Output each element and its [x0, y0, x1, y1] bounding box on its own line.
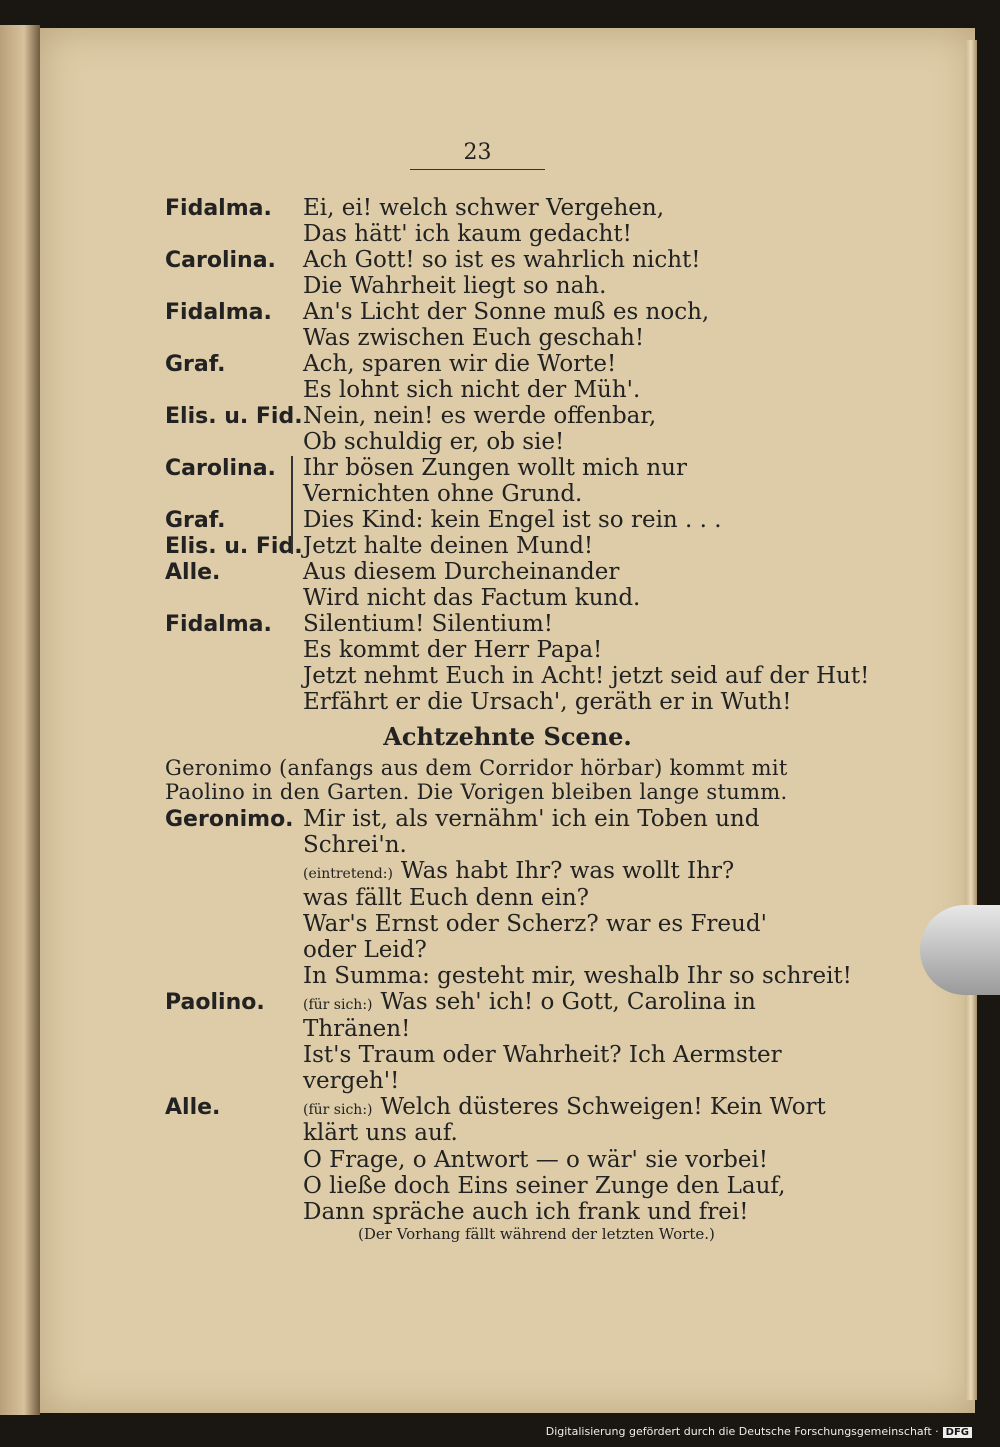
verse-line	[303, 1068, 399, 1094]
verse-text: In Summa: gesteht mir, weshalb Ihr so schreit!	[303, 963, 852, 990]
speaker-name: Alle.	[165, 1095, 221, 1121]
verse-text: Ach Gott! so ist es wahrlich nicht!	[303, 247, 701, 273]
verse-line	[303, 637, 602, 663]
verse-text: Erfährt er die Ursach', geräth er in Wuth!	[303, 689, 792, 715]
speaker-name: Fidalma.	[165, 612, 272, 637]
verse-line	[303, 273, 606, 299]
verse-line	[303, 858, 734, 884]
verse-text: Nein, nein! es werde offenbar,	[303, 403, 657, 429]
verse-line	[303, 247, 701, 273]
page-number: 23	[463, 140, 492, 165]
verse-text: was fällt Euch denn ein?	[303, 884, 589, 911]
verse-text: Was seh' ich! o Gott, Carolina in	[380, 989, 756, 1016]
verse-line	[303, 1173, 785, 1199]
footer-text: Digitalisierung gefördert durch die Deutsche Forschungsgemeinschaft ·	[545, 1425, 939, 1438]
verse-text: Was habt Ihr? was wollt Ihr?	[400, 858, 735, 885]
scene-description-line: Paolino in den Garten. Die Vorigen bleiben lange stumm.	[165, 780, 788, 804]
speaker-name: Graf.	[165, 508, 226, 533]
verse-line	[303, 507, 722, 533]
verse-text: Ei, ei! welch schwer Vergehen,	[303, 195, 665, 221]
verse-line	[303, 963, 852, 989]
verse-text: Jetzt nehmt Euch in Acht! jetzt seid auf der Hut!	[303, 663, 870, 689]
verse-line	[303, 885, 589, 911]
speaker-name: Geronimo.	[165, 807, 294, 832]
verse-line	[303, 1147, 768, 1173]
verse-line	[303, 1042, 782, 1068]
scene-description-line: Geronimo (anfangs aus dem Corridor hörbar) kommt mit	[165, 756, 788, 780]
page-stack-edge	[965, 40, 977, 1400]
verse-text: oder Leid?	[303, 937, 427, 963]
verse-text: Die Wahrheit liegt so nah.	[303, 273, 607, 299]
verse-text: Ihr bösen Zungen wollt mich nur	[303, 455, 687, 481]
verse-text: Thränen!	[303, 1015, 411, 1042]
verse-line	[303, 806, 759, 832]
verse-text: Was zwischen Euch geschah!	[303, 325, 645, 351]
verse-line	[303, 351, 616, 377]
verse-line	[303, 585, 640, 611]
verse-text: Welch düsteres Schweigen! Kein Wort	[380, 1094, 826, 1121]
stage-direction: (für sich:)	[303, 1102, 373, 1119]
speaker-name: Carolina.	[165, 456, 276, 481]
verse-line	[303, 1199, 749, 1225]
verse-line	[303, 559, 619, 585]
verse-text: Dies Kind: kein Engel ist so rein . . .	[303, 507, 722, 533]
verse-line	[303, 911, 767, 937]
verse-text: O ließe doch Eins seiner Zunge den Lauf,	[303, 1172, 786, 1199]
verse-line	[303, 325, 644, 351]
brace-line	[291, 456, 293, 554]
verse-text: Das hätt' ich kaum gedacht!	[303, 221, 632, 247]
verse-line	[303, 299, 709, 325]
header-rule	[410, 169, 545, 170]
speaker-name: Elis. u. Fid.	[165, 534, 303, 559]
verse-line	[303, 1016, 410, 1042]
left-page-edge	[0, 25, 40, 1415]
verse-line	[303, 689, 791, 715]
dfg-logo-icon: DFG	[943, 1427, 972, 1438]
verse-line	[303, 455, 687, 481]
verse-text: Mir ist, als vernähm' ich ein Toben und	[303, 806, 760, 832]
verse-text: Aus diesem Durcheinander	[303, 559, 620, 585]
verse-line	[303, 832, 407, 858]
verse-text: Ach, sparen wir die Worte!	[303, 351, 617, 377]
verse-text: vergeh'!	[303, 1068, 400, 1094]
closing-stage-direction: (Der Vorhang fällt während der letzten Worte.)	[358, 1225, 715, 1243]
verse-text: Ob schuldig er, ob sie!	[303, 429, 565, 455]
scene-title: Achtzehnte Scene.	[383, 722, 632, 751]
verse-text: Silentium! Silentium!	[303, 611, 554, 637]
verse-line	[303, 533, 593, 559]
verse-line	[303, 377, 640, 403]
stage-direction: (für sich:)	[303, 997, 373, 1014]
verse-text: Es kommt der Herr Papa!	[303, 637, 603, 663]
speaker-name: Fidalma.	[165, 300, 272, 325]
verse-line	[303, 663, 869, 689]
verse-text: War's Ernst oder Scherz? war es Freud'	[303, 910, 767, 937]
speaker-name: Carolina.	[165, 248, 276, 273]
funding-footer	[546, 1425, 972, 1438]
verse-line	[303, 1094, 826, 1120]
verse-line	[303, 403, 656, 429]
verse-line	[303, 429, 564, 455]
verse-line	[303, 1120, 458, 1146]
verse-text: An's Licht der Sonne muß es noch,	[303, 299, 710, 325]
verse-text: Schrei'n.	[303, 832, 407, 859]
speaker-name: Elis. u. Fid.	[165, 404, 303, 429]
speaker-name: Graf.	[165, 352, 226, 377]
page-clip-tab	[920, 905, 1000, 995]
verse-text: Dann spräche auch ich frank und frei!	[303, 1199, 749, 1225]
speaker-name: Paolino.	[165, 990, 265, 1016]
speaker-name: Fidalma.	[165, 196, 272, 221]
verse-line	[303, 195, 664, 221]
verse-line	[303, 937, 427, 963]
verse-line	[303, 989, 756, 1015]
verse-line	[303, 611, 553, 637]
speaker-name: Alle.	[165, 560, 221, 585]
verse-text: Vernichten ohne Grund.	[303, 481, 583, 507]
verse-text: klärt uns auf.	[303, 1120, 458, 1147]
verse-text: Ist's Traum oder Wahrheit? Ich Aermster	[303, 1041, 782, 1068]
verse-line	[303, 221, 632, 247]
verse-line	[303, 481, 582, 507]
verse-text: O Frage, o Antwort — o wär' sie vorbei!	[303, 1146, 769, 1173]
verse-text: Jetzt halte deinen Mund!	[303, 533, 594, 559]
stage-direction: (eintretend:)	[303, 866, 393, 883]
verse-text: Wird nicht das Factum kund.	[303, 585, 641, 611]
verse-text: Es lohnt sich nicht der Müh'.	[303, 377, 641, 403]
